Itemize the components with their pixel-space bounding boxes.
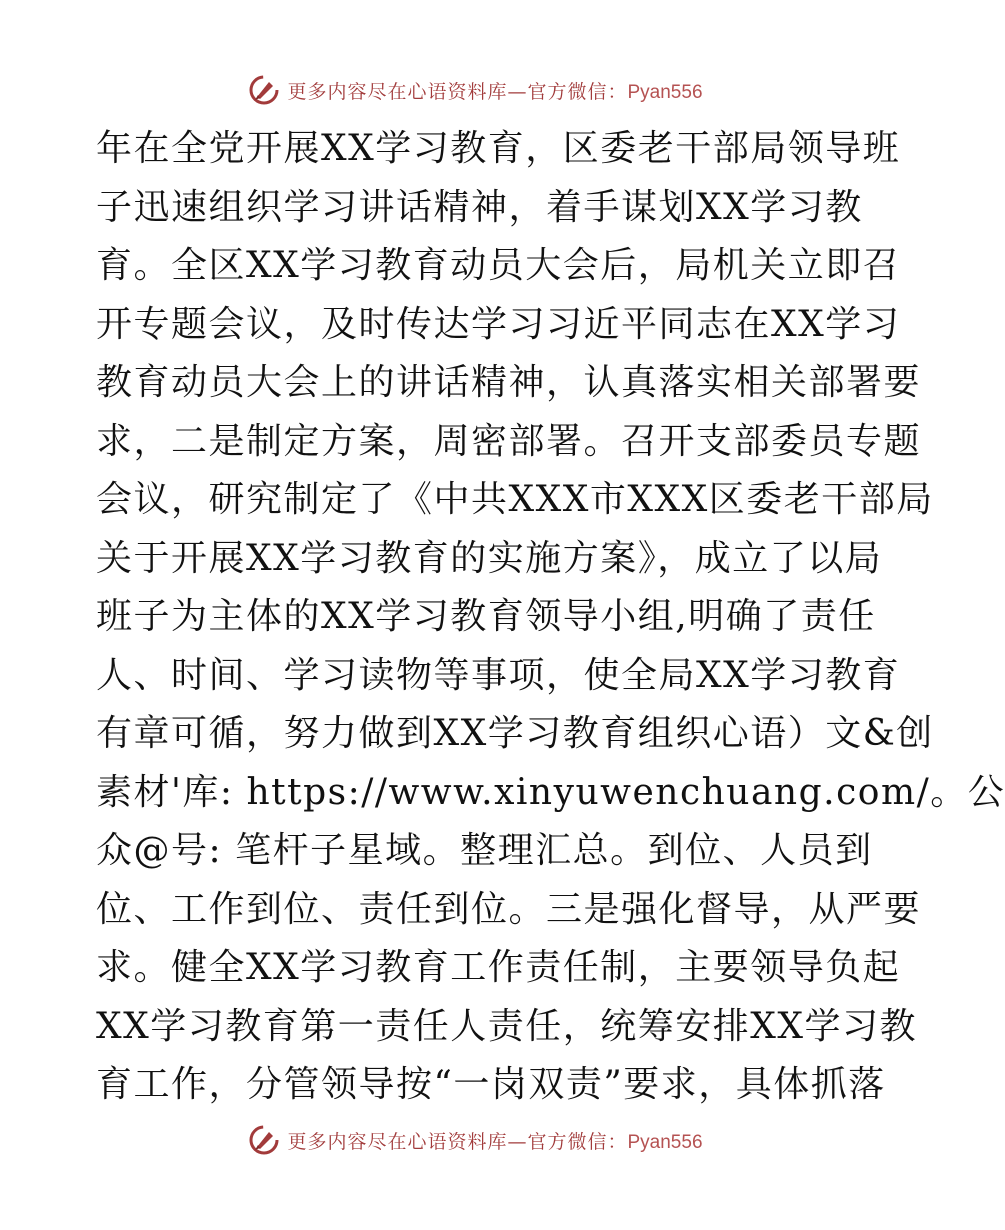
- text-line: XX学习教育第一责任人责任，统筹安排XX学习教: [96, 1005, 918, 1047]
- text-line: 求，二是制定方案，周密部署。召开支部委员专题: [96, 420, 922, 462]
- document-body: [96, 120, 1005, 1115]
- wechat-id: Pyan556: [627, 81, 703, 103]
- text-line: 关于开展XX学习教育的实施方案》，成立了以局: [96, 537, 883, 579]
- brand-text: 更多内容尽在心语资料库: [287, 80, 508, 103]
- text-line: 育。全区XX学习教育动员大会后，局机关立即召: [96, 245, 901, 286]
- text-line: 育工作，分管领导按“一岗双责”要求，具体抓落: [96, 1064, 886, 1105]
- text-line: 素材'库: https://www.xinyuwenchuang.com/。公: [96, 771, 1005, 813]
- watermark-text: [287, 1127, 702, 1154]
- text-line: 求。健全XX学习教育工作责任制，主要领导负起: [96, 947, 901, 988]
- pen-nib-circle-icon: [247, 73, 281, 107]
- brand-text: 更多内容尽在心语资料库: [287, 1130, 508, 1153]
- header-watermark: [0, 70, 950, 110]
- text-line: 班子为主体的XX学习教育领导小组,明确了责任: [96, 596, 876, 637]
- pen-nib-circle-icon: [247, 1123, 281, 1157]
- text-line: 会议，研究制定了《中共XXX市XXX区委老干部局: [96, 479, 934, 520]
- footer-watermark: [0, 1120, 950, 1160]
- wechat-id: Pyan556: [627, 1131, 703, 1153]
- dash: —: [507, 1130, 528, 1153]
- text-line: 位、工作到位、责任到位。三是强化督导，从严要: [96, 888, 922, 930]
- text-line: 人、时间、学习读物等事项，使全局XX学习教育: [96, 654, 901, 696]
- wechat-label: 官方微信：: [527, 80, 628, 103]
- text-line: 众@号: 笔杆子星域。整理汇总。到位、人员到: [96, 830, 873, 871]
- text-line: 教育动员大会上的讲话精神，认真落实相关部署要: [96, 362, 922, 403]
- text-line: 开专题会议，及时传达学习习近平同志在XX学习: [96, 303, 901, 345]
- text-line: 有章可循，努力做到XX学习教育组织心语）文&创: [96, 713, 934, 754]
- text-line: 子迅速组织学习讲话精神，着手谋划XX学习教: [96, 186, 863, 228]
- wechat-label: 官方微信：: [527, 1130, 628, 1153]
- dash: —: [507, 80, 528, 103]
- text-line: 年在全党开展XX学习教育，区委老干部局领导班: [96, 128, 901, 169]
- watermark-text: [287, 77, 702, 104]
